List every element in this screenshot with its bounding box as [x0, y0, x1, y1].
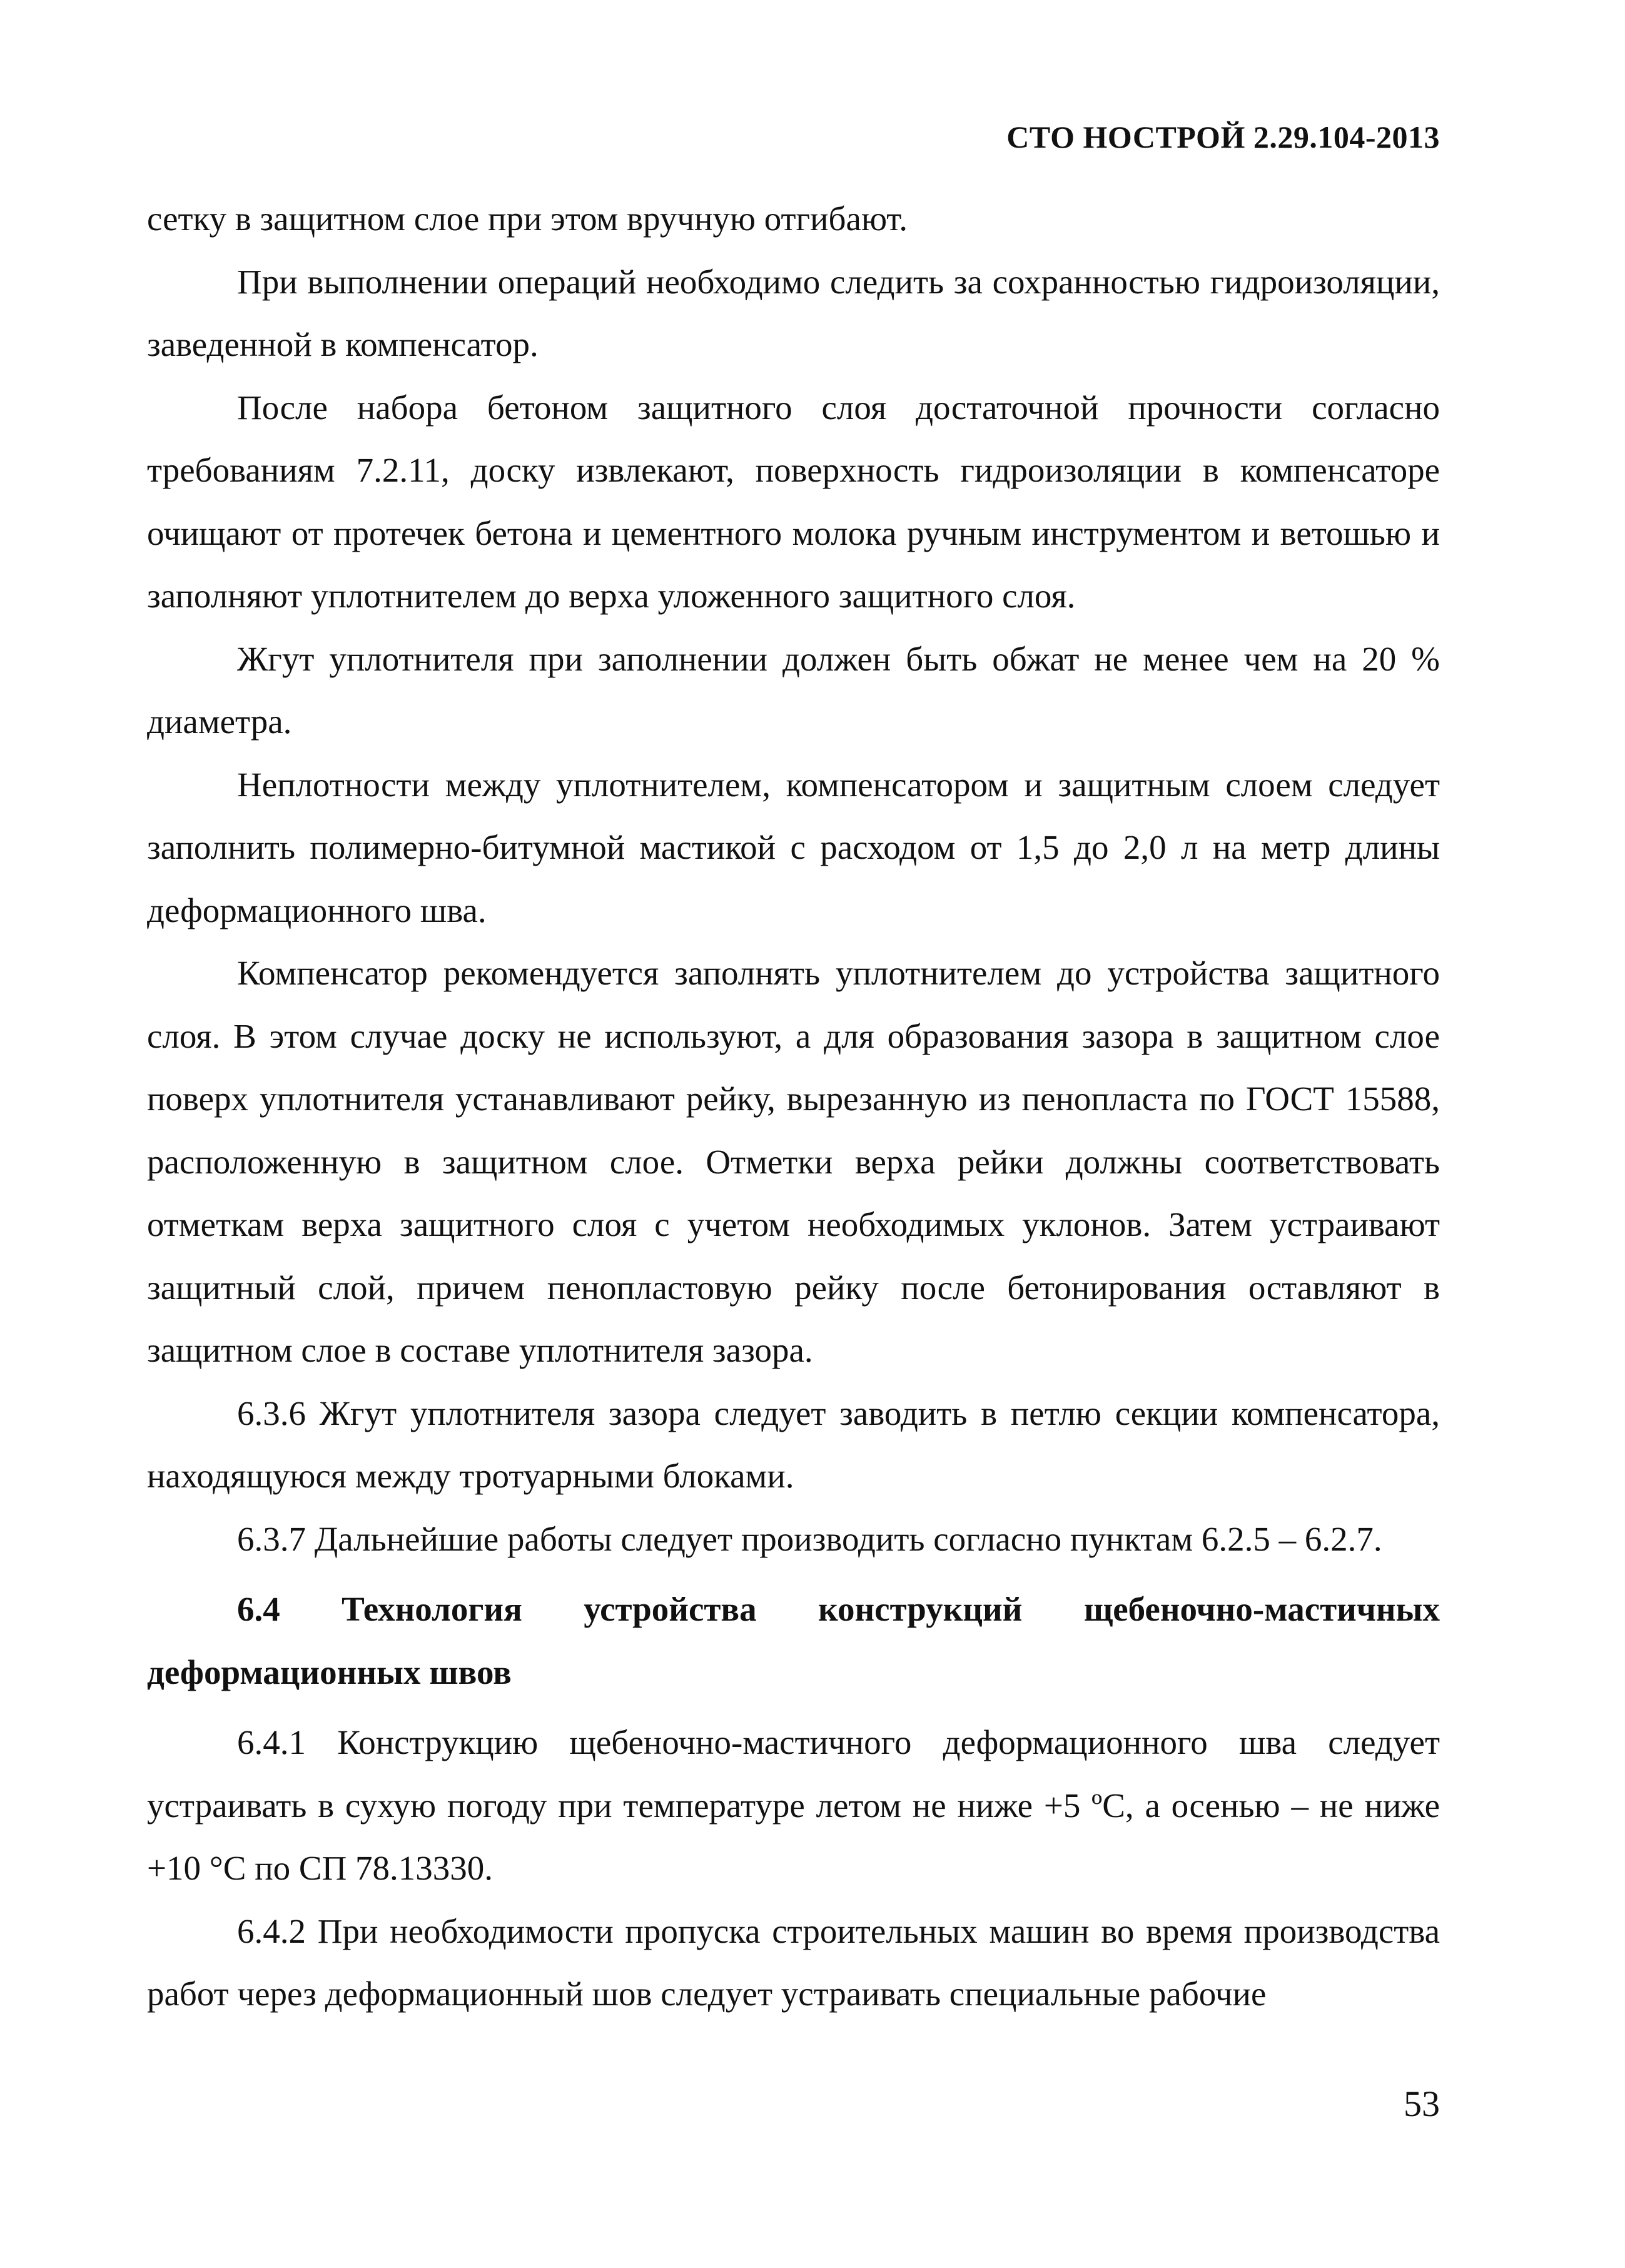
paragraph: Компенсатор рекомендуется заполнять уплотнителем до устройства защитного слоя. В этом случае доску не используют, а для образования зазора в защитном слое поверх уплотнителя устанавливают рейку, вырезанную из пенопласта по ГОСТ 15588, расположенную в защитном слое. Отметки верха рейки должны соответствовать отметкам верха защитного слоя с учетом необходимых уклонов. Затем устраивают защитный слой, причем пенопластовую рейку после бетонирования оставляют в защитном слое в составе уплотнителя зазора. [147, 954, 1440, 1369]
document-code-header: СТО НОСТРОЙ 2.29.104-2013 [1006, 119, 1440, 154]
paragraph: Неплотности между уплотнителем, компенсатором и защитным слоем следует заполнить полимерно-битумной мастикой с расходом от 1,5 до 2,0 л на метр длины деформационного шва. [147, 765, 1440, 929]
paragraph-continuation: сетку в защитном слое при этом вручную отгибают. [147, 200, 908, 238]
paragraph: При выполнении операций необходимо следить за сохранностью гидроизоляции, заведенной в компенсатор. [147, 262, 1440, 363]
section-heading-6-4: 6.4 Технология устройства конструкций щебеночно-мастичных деформационных швов [147, 1590, 1440, 1691]
paragraph-clause-6-3-6: 6.3.6 Жгут уплотнителя зазора следует заводить в петлю секции компенсатора, находящуюся между тротуарными блоками. [147, 1394, 1440, 1495]
paragraph: Жгут уплотнителя при заполнении должен быть обжат не менее чем на 20 % диаметра. [147, 639, 1440, 741]
paragraph-clause-6-4-1: 6.4.1 Конструкцию щебеночно-мастичного деформационного шва следует устраивать в сухую погоду при температуре летом не ниже +5 ºС, а осенью – не ниже +10 °С по СП 78.13330. [147, 1723, 1440, 1887]
body-text [147, 188, 1440, 2026]
page-number: 53 [1404, 2083, 1440, 2124]
paragraph-clause-6-3-7: 6.3.7 Дальнейшие работы следует производить согласно пунктам 6.2.5 – 6.2.7. [237, 1519, 1382, 1558]
paragraph-clause-6-4-2: 6.4.2 При необходимости пропуска строительных машин во время производства работ через деформационный шов следует устраивать специальные рабочие [147, 1911, 1440, 2013]
paragraph: После набора бетоном защитного слоя достаточной прочности согласно требованиям 7.2.11, доску извлекают, поверхность гидроизоляции в компенсаторе очищают от протечек бетона и цементного молока ручным инструментом и ветошью и заполняют уплотнителем до верха уложенного защитного слоя. [147, 388, 1440, 615]
